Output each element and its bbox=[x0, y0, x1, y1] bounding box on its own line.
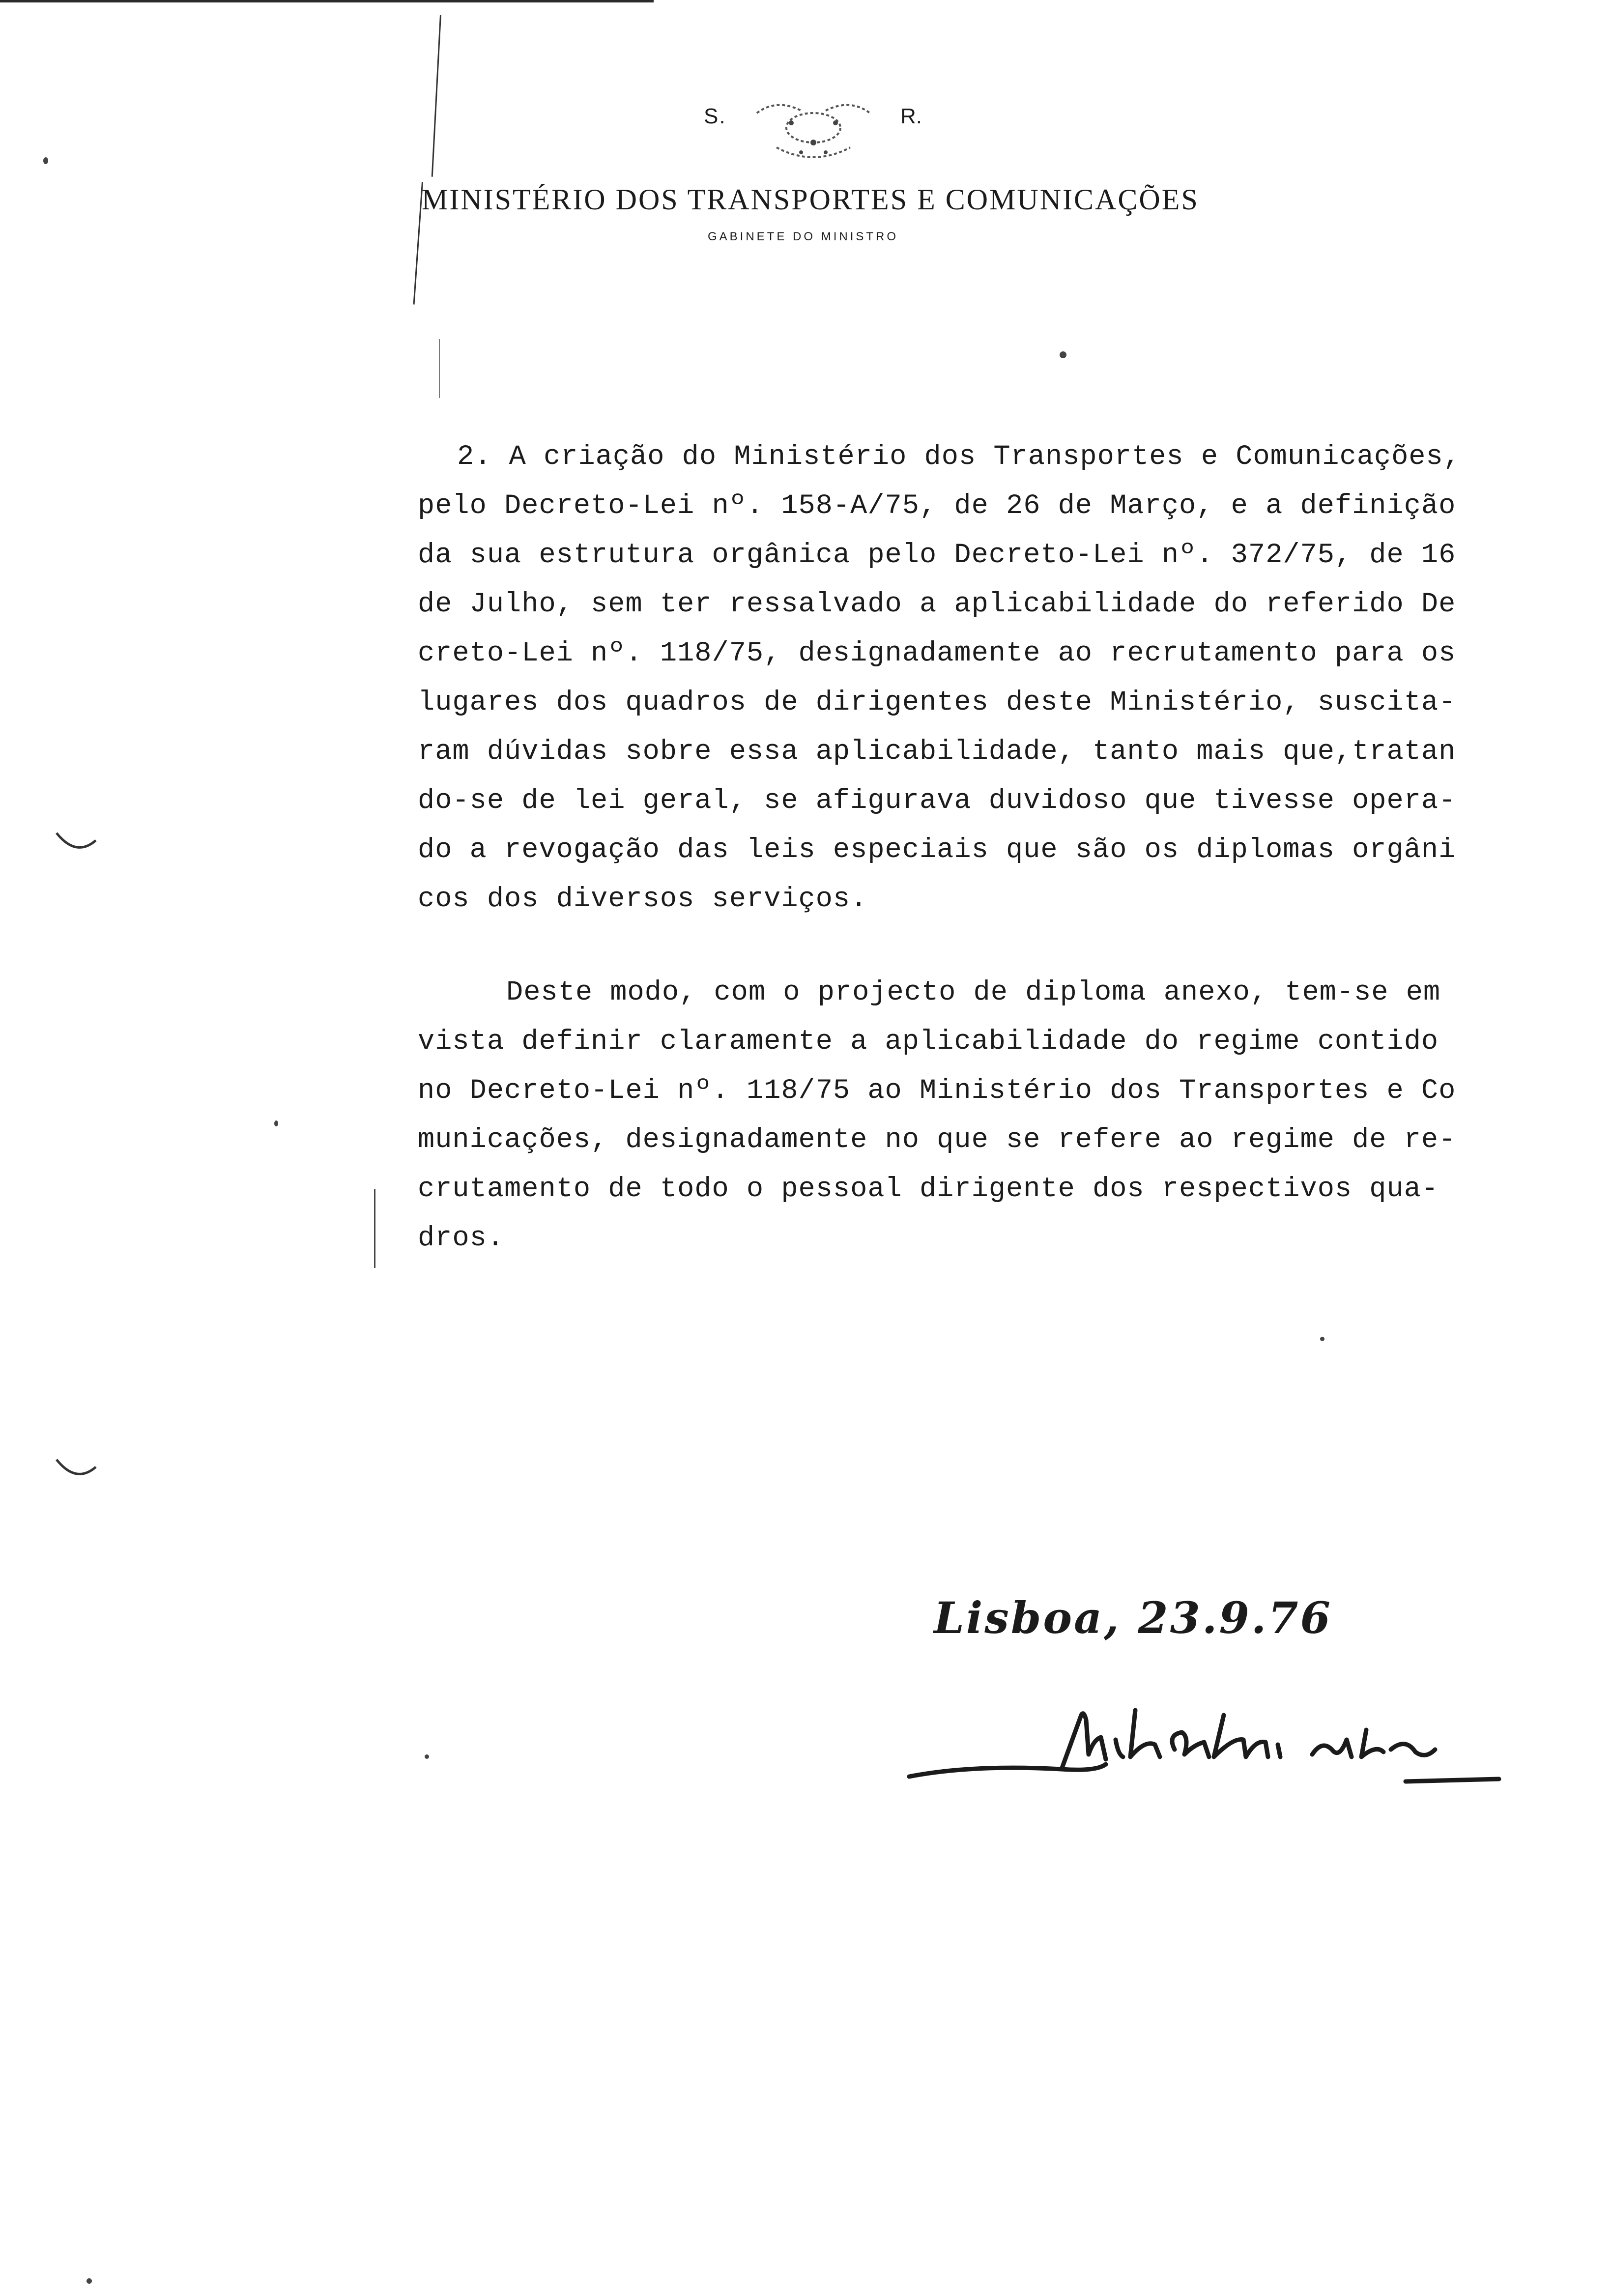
text-line: 2. A criação do Ministério dos Transportes e Comunicações, bbox=[457, 441, 1461, 473]
text-line: lugares dos quadros de dirigentes deste Ministério, suscita- bbox=[418, 687, 1456, 718]
top-edge-line bbox=[0, 0, 654, 2]
scan-speck bbox=[43, 157, 48, 164]
handwritten-signature bbox=[899, 1691, 1509, 1799]
text-line: Deste modo, com o projecto de diploma anexo, tem-se em bbox=[506, 977, 1441, 1008]
scan-speck bbox=[425, 1754, 429, 1759]
text-line: creto-Lei nº. 118/75, designadamente ao recrutamento para os bbox=[418, 638, 1456, 669]
office-name: GABINETE DO MINISTRO bbox=[708, 230, 899, 243]
margin-stroke bbox=[432, 15, 441, 177]
handwritten-place-date: Lisboa, 23.9.76 bbox=[934, 1592, 1332, 1643]
scan-speck bbox=[274, 1120, 278, 1126]
text-line: do a revogação das leis especiais que são os diplomas orgâni bbox=[418, 834, 1456, 866]
text-line: pelo Decreto-Lei nº. 158-A/75, de 26 de Março, e a definição bbox=[418, 490, 1456, 522]
text-line: vista definir claramente a aplicabilidade do regime contido bbox=[418, 1026, 1439, 1058]
text-line: de Julho, sem ter ressalvado a aplicabilidade do referido De bbox=[418, 589, 1456, 620]
scan-mark bbox=[54, 1457, 98, 1482]
scan-speck bbox=[1060, 351, 1066, 358]
text-line: crutamento de todo o pessoal dirigente dos respectivos qua- bbox=[418, 1174, 1439, 1205]
scan-mark bbox=[54, 831, 98, 855]
text-line: cos dos diversos serviços. bbox=[418, 884, 868, 915]
text-line: do-se de lei geral, se afigurava duvidoso que tivesse opera- bbox=[418, 785, 1456, 817]
scan-speck bbox=[1320, 1337, 1324, 1341]
ministry-name: MINISTÉRIO DOS TRANSPORTES E COMUNICAÇÕES bbox=[422, 183, 1199, 216]
text-line: ram dúvidas sobre essa aplicabilidade, tanto mais que,tratan bbox=[418, 736, 1456, 768]
letterhead-right-initial: R. bbox=[900, 104, 922, 128]
text-line: dros. bbox=[418, 1223, 505, 1254]
margin-stroke bbox=[374, 1189, 375, 1268]
scan-speck bbox=[86, 2278, 92, 2284]
letterhead-left-initial: S. bbox=[704, 104, 726, 128]
margin-stroke bbox=[439, 339, 440, 398]
text-line: da sua estrutura orgânica pelo Decreto-Lei nº. 372/75, de 16 bbox=[418, 540, 1456, 571]
state-emblem-icon bbox=[747, 93, 880, 167]
text-line: municações, designadamente no que se refere ao regime de re- bbox=[418, 1124, 1456, 1156]
text-line: no Decreto-Lei nº. 118/75 ao Ministério dos Transportes e Co bbox=[418, 1075, 1456, 1107]
